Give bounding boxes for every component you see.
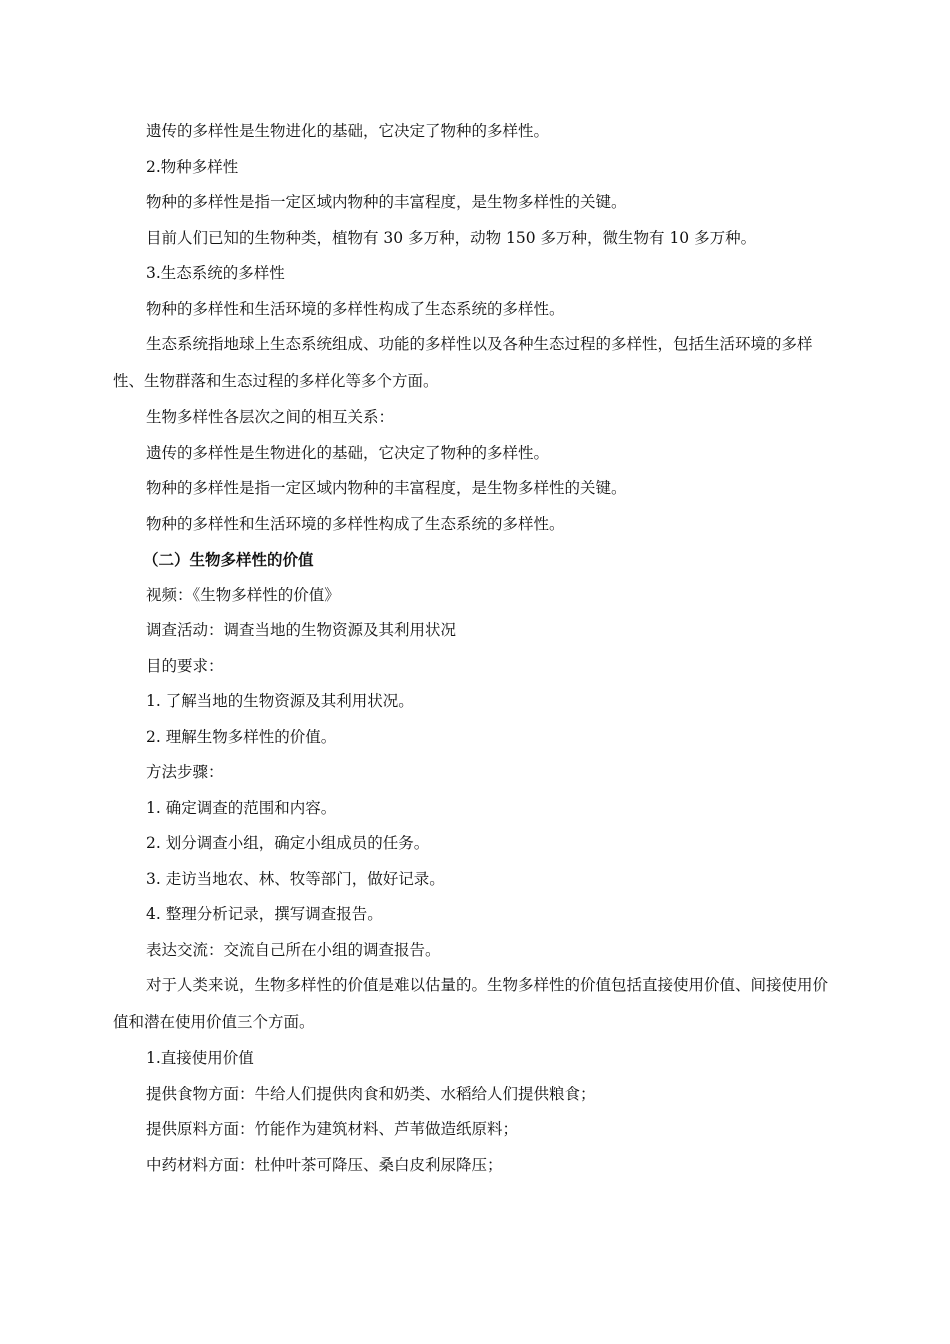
paragraph: 物种的多样性是指一定区域内物种的丰富程度，是生物多样性的关键。	[146, 193, 627, 211]
list-item: 4. 整理分析记录，撰写调查报告。	[146, 905, 383, 923]
paragraph: 物种的多样性是指一定区域内物种的丰富程度，是生物多样性的关键。	[146, 479, 627, 497]
section-heading: 1.直接使用价值	[146, 1049, 254, 1067]
paragraph: 目的要求：	[146, 656, 224, 675]
paragraph: 表达交流：交流自己所在小组的调查报告。	[146, 940, 441, 959]
paragraph: 生态系统指地球上生态系统组成、功能的多样性以及各种生态过程的多样性，包括生活环境的多样性、生物群落和生态过程的多样化等多个方面。	[113, 335, 813, 390]
paragraph: 视频：《生物多样性的价值》	[146, 585, 340, 604]
section-title: （二）生物多样性的价值	[143, 550, 314, 569]
paragraph: 生物多样性各层次之间的相互关系：	[146, 408, 395, 426]
paragraph: 中药材料方面：杜仲叶茶可降压、桑白皮利尿降压；	[146, 1155, 503, 1174]
paragraph: 对于人类来说，生物多样性的价值是难以估量的。生物多样性的价值包括直接使用价值、间接使用价值和潜在使用价值三个方面。	[113, 976, 829, 1031]
document-body	[113, 122, 835, 1191]
paragraph: 方法步骤：	[146, 763, 224, 781]
list-item: 2. 理解生物多样性的价值。	[146, 727, 337, 746]
section-heading: 3.生态系统的多样性	[146, 264, 285, 282]
paragraph: 遗传的多样性是生物进化的基础，它决定了物种的多样性。	[146, 122, 550, 140]
paragraph: 提供原料方面：竹能作为建筑材料、芦苇做造纸原料；	[146, 1120, 519, 1138]
paragraph: 提供食物方面：牛给人们提供肉食和奶类、水稻给人们提供粮食；	[146, 1084, 596, 1103]
paragraph: 物种的多样性和生活环境的多样性构成了生态系统的多样性。	[146, 299, 565, 318]
paragraph: 物种的多样性和生活环境的多样性构成了生态系统的多样性。	[146, 514, 565, 533]
paragraph: 目前人们已知的生物种类，植物有 30 多万种，动物 150 多万种，微生物有 10 多万种。	[146, 228, 757, 247]
section-heading: 2.物种多样性	[146, 157, 239, 176]
paragraph: 调查活动：调查当地的生物资源及其利用状况	[146, 621, 457, 639]
list-item: 2. 划分调查小组，确定小组成员的任务。	[146, 834, 430, 852]
list-item: 1. 确定调查的范围和内容。	[146, 798, 337, 817]
list-item: 1. 了解当地的生物资源及其利用状况。	[146, 692, 414, 710]
paragraph: 遗传的多样性是生物进化的基础，它决定了物种的多样性。	[146, 443, 550, 462]
list-item: 3. 走访当地农、林、牧等部门，做好记录。	[146, 869, 445, 888]
